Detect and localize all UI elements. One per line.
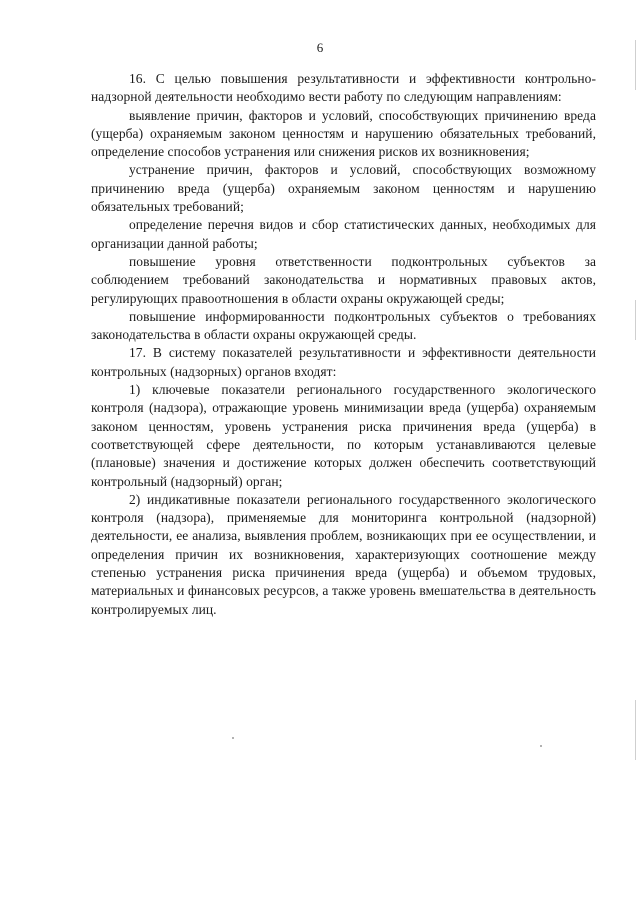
scan-speck xyxy=(232,737,234,739)
list-item-responsibility: повышение уровня ответственности подконтрольных субъектов за соблюдением требований законодательства и нормативных правовых актов, регулирующих правоотношения в области охраны окружающей среды; xyxy=(91,253,596,306)
list-item-eliminate-causes: устранение причин, факторов и условий, способствующих возможному причинению вреда (ущерба) охраняемым законом ценностям и нарушению обязательных требований; xyxy=(91,162,596,215)
list-item-statistics: определение перечня видов и сбор статистических данных, необходимых для организации данной работы; xyxy=(91,217,596,251)
page-number: 6 xyxy=(316,40,324,55)
scan-edge-mark xyxy=(635,300,636,340)
list-item-indicative-indicators: 2) индикативные показатели регионального государственного экологического контроля (надзора), применяемые для мониторинга контрольной (надзорной) деятельности, ее анализа, выявления проблем, возникающих при ее осуществлении, и определения причин их возникновения, характеризующих соотношение между степенью устранения риска причинения вреда (ущерба) и объемом трудовых, материальных и финансовых ресурсов, а также уровень вмешательства в деятельность контролируемых лиц. xyxy=(91,491,596,617)
scan-edge-mark xyxy=(635,700,636,760)
paragraph-17-intro: 17. В систему показателей результативности и эффективности деятельности контрольных (надзорных) органов входят: xyxy=(91,345,596,379)
list-item-key-indicators: 1) ключевые показатели регионального государственного экологического контроля (надзора), отражающие уровень минимизации вреда (ущерба) охраняемым законом ценностям, уровень устранения риска причинения вреда (ущерба) в соответствующей сфере деятельности, по которым устанавливаются целевые (плановые) значения и достижение которых должен обеспечить соответствующий контрольный (надзорный) орган; xyxy=(91,382,596,489)
list-item-awareness: повышение информированности подконтрольных субъектов о требованиях законодательства в области охраны окружающей среды. xyxy=(91,308,596,343)
paragraph-16-intro: 16. С целью повышения результативности и эффективности контрольно-надзорной деятельности необходимо вести работу по следующим направлениям: xyxy=(91,71,596,105)
scan-speck xyxy=(540,745,542,747)
scan-edge-mark xyxy=(635,40,636,90)
document-body xyxy=(91,70,596,619)
list-item-identify-causes: выявление причин, факторов и условий, способствующих причинению вреда (ущерба) охраняемым законом ценностям и нарушению обязательных требований, определение способов устранения или снижения рисков их возникновения; xyxy=(91,107,596,160)
